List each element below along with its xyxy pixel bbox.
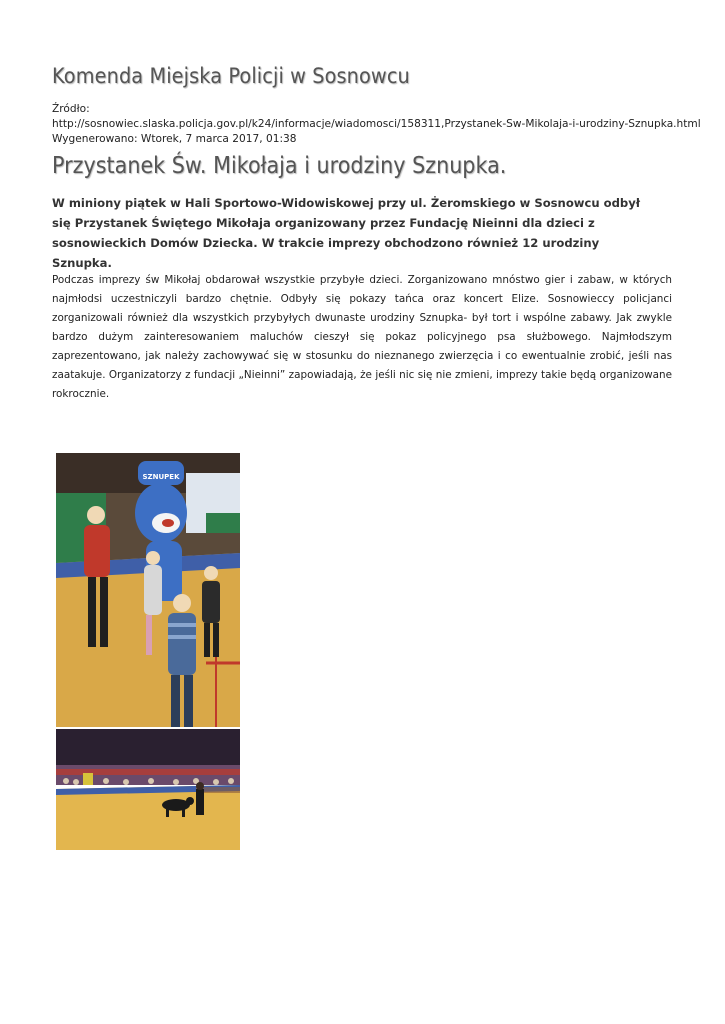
photo-mascot-with-children [56, 453, 240, 727]
article-body: Podczas imprezy św Mikołaj obdarował wszystkie przybyłe dzieci. Zorganizowano mnóstwo gier i zabaw, w których najmłodsi uczestniczyli bardzo chętnie. Odbyły się pokazy tańca oraz koncert Elize. Sosnowieccy policjanci zorganizowali również dla wszystkich przybyłych dwunaste urodziny Sznupka- był tort i wspólne zabawy. Jak zwykle bardzo dużym zainteresowaniem maluchów cieszył się pokaz policyjnego psa służbowego. Najmłodszym zaprezentowano, jak należy zachowywać się w stosunku do nieznanego zwierzęcia i co ewentualnie zrobić, jeśli nas zaatakuje. Organizatorzy z fundacji „Nieinni” zapowiadają, że jeśli nic się nie zmieni, imprezy takie będą organizowane rokrocznie. [52, 274, 672, 400]
source-url[interactable]: http://sosnowiec.slaska.policja.gov.pl/k24/informacje/wiadomosci/158311,Przystanek-Sw-Mikolaja-i-urodziny-Sznupka.html [52, 118, 701, 130]
photo-mascot-image [56, 453, 240, 727]
generated-date: Wygenerowano: Wtorek, 7 marca 2017, 01:38 [52, 133, 297, 145]
mascot-hat-text: SZNUPEK [142, 473, 180, 481]
photo-police-dog-show [56, 729, 240, 850]
site-title: Komenda Miejska Policji w Sosnowcu [52, 64, 410, 88]
article-title: Przystanek Św. Mikołaja i urodziny Sznupka. [52, 153, 507, 179]
source-label: Źródło: [52, 103, 90, 115]
article-lead: W miniony piątek w Hali Sportowo-Widowiskowej przy ul. Żeromskiego w Sosnowcu odbył się Przystanek Świętego Mikołaja organizowany przez Fundację Nieinni dla dzieci z sosnowieckich Domów Dziecka. W trakcie imprezy obchodzono również 12 urodziny Sznupka. [52, 196, 641, 270]
photo-dog-show-image [56, 729, 240, 850]
source-meta [52, 102, 701, 147]
